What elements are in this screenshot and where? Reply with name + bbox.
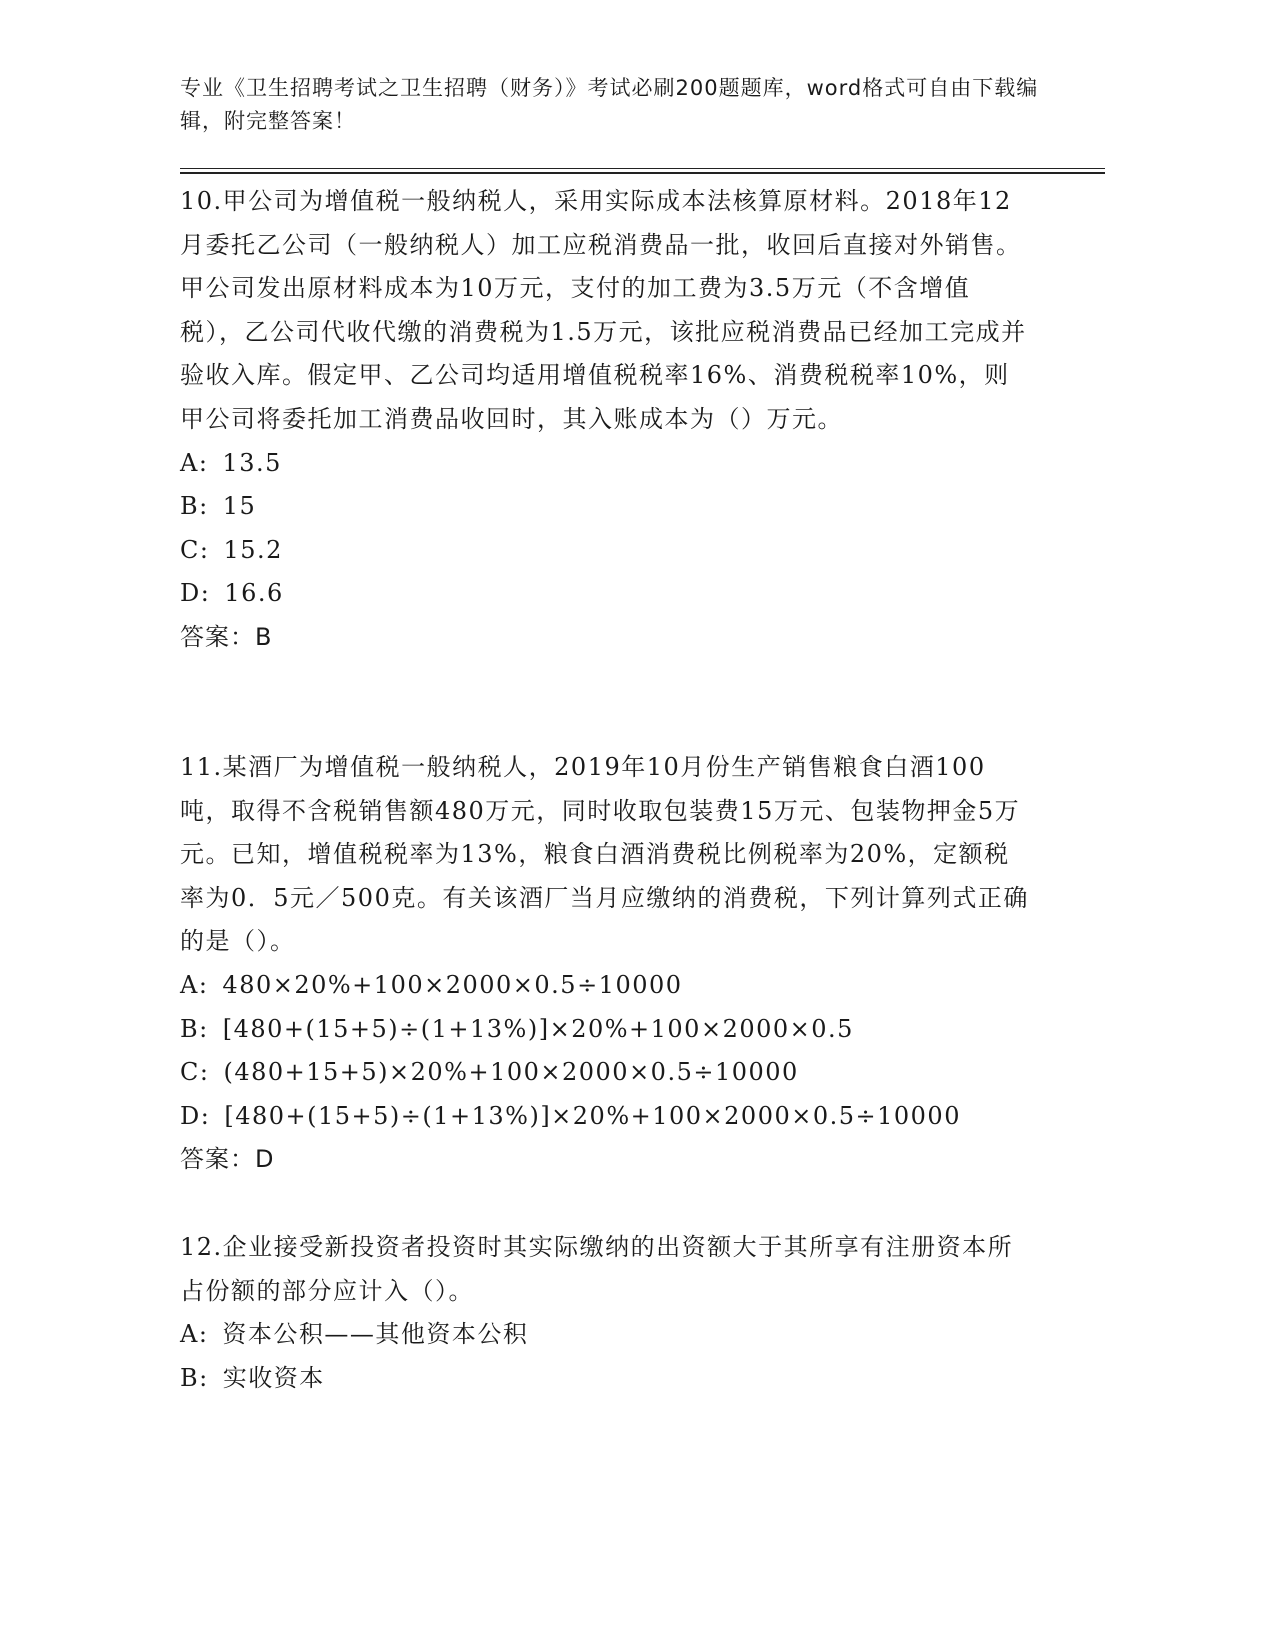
option-text: 15 [222,492,257,521]
option-letter: B: [180,492,209,521]
option-letter: B: [180,1014,209,1043]
option-text: (480+15+5)×20%+100×2000×0.5÷10000 [223,1058,799,1087]
option-text: 15.2 [223,535,283,564]
option-letter: C: [180,535,210,564]
option-c [180,529,1030,573]
question-10 [180,180,1030,660]
option-c [180,1051,1030,1095]
option-text: [480+(15+5)÷(1+13%)]×20%+100×2000×0.5 [222,1014,854,1043]
document-header: 专业《卫生招聘考试之卫生招聘（财务）》考试必刷200题题库，word格式可自由下载编辑，附完整答案！ [180,76,1039,133]
answer-line: 答案：B [180,622,273,651]
option-text: 资本公积——其他资本公积 [222,1320,529,1349]
option-text: [480+(15+5)÷(1+13%)]×20%+100×2000×0.5÷10000 [224,1101,961,1130]
option-text: 16.6 [224,579,284,608]
header-divider-thin [180,168,1105,169]
header-divider-thick [180,172,1105,174]
option-letter: A: [180,448,209,477]
answer-line: 答案：D [180,1145,275,1174]
option-text: 13.5 [222,448,282,477]
option-d [180,572,1030,616]
option-letter: A: [180,1320,209,1349]
option-b [180,1008,1030,1052]
option-text: 480×20%+100×2000×0.5÷10000 [222,970,683,999]
question-11 [180,746,1030,1182]
option-a [180,442,1030,486]
option-letter: A: [180,970,209,999]
question-stem: 12.企业接受新投资者投资时其实际缴纳的出资额大于其所享有注册资本所占份额的部分应计入（）。 [180,1233,1014,1305]
option-a [180,1313,1030,1357]
question-stem: 10.甲公司为增值税一般纳税人，采用实际成本法核算原材料。2018年12月委托乙公司（一般纳税人）加工应税消费品一批，收回后直接对外销售。甲公司发出原材料成本为10万元，支付的加工费为3.5万元（不含增值税），乙公司代收代缴的消费税为1.5万元，该批应税消费品已经加工完成并验收入库。假定甲、乙公司均适用增值税税率16%、消费税税率10%，则甲公司将委托加工消费品收回时，其入账成本为（）万元。 [180,187,1027,433]
option-letter: B: [180,1363,209,1392]
option-b [180,485,1030,529]
option-b [180,1357,1030,1401]
option-d [180,1095,1030,1139]
option-letter: D: [180,1101,211,1130]
option-a [180,964,1030,1008]
option-letter: C: [180,1058,210,1087]
option-text: 实收资本 [222,1363,325,1392]
question-stem: 11.某酒厂为增值税一般纳税人，2019年10月份生产销售粮食白酒100吨，取得不含税销售额480万元，同时收取包装费15万元、包装物押金5万元。已知，增值税税率为13%，粮食白酒消费税比例税率为20%，定额税率为0．5元／500克。有关该酒厂当月应缴纳的消费税，下列计算列式正确的是（）。 [180,753,1029,956]
question-12 [180,1226,1030,1400]
option-letter: D: [180,579,211,608]
